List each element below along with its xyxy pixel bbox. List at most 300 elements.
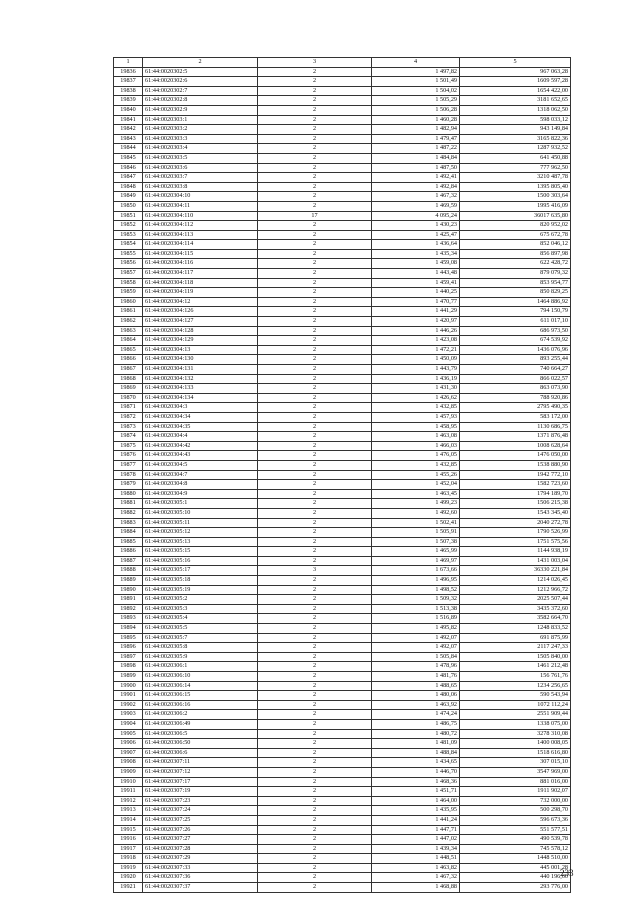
cadastral-number-cell: 61:44:0020304:34 (143, 412, 258, 422)
value-cell: 2025 507,44 (460, 595, 571, 605)
cadastral-number-cell: 61:44:0020305:4 (143, 614, 258, 624)
area-cell: 1 420,97 (372, 317, 460, 327)
cadastral-number-cell: 61:44:0020303:5 (143, 153, 258, 163)
row-number-cell: 19890 (114, 585, 143, 595)
table-row (114, 604, 571, 614)
count-cell: 2 (258, 412, 372, 422)
area-cell: 1 440,25 (372, 288, 460, 298)
row-number-cell: 19889 (114, 576, 143, 586)
area-cell: 1 673,66 (372, 566, 460, 576)
area-cell: 1 435,95 (372, 806, 460, 816)
row-number-cell: 19859 (114, 288, 143, 298)
area-cell: 1 423,08 (372, 336, 460, 346)
table-row (114, 748, 571, 758)
count-cell: 2 (258, 192, 372, 202)
row-number-cell: 19885 (114, 537, 143, 547)
table-row (114, 77, 571, 87)
cadastral-number-cell: 61:44:0020304:11 (143, 201, 258, 211)
count-cell: 2 (258, 806, 372, 816)
table-row (114, 86, 571, 96)
table-row (114, 480, 571, 490)
count-cell: 2 (258, 672, 372, 682)
count-cell: 2 (258, 125, 372, 135)
table-row (114, 719, 571, 729)
row-number-cell: 19843 (114, 134, 143, 144)
area-cell: 1 443,48 (372, 269, 460, 279)
count-cell: 2 (258, 585, 372, 595)
area-cell: 1 459,08 (372, 259, 460, 269)
table-row (114, 269, 571, 279)
count-cell: 2 (258, 863, 372, 873)
count-cell: 2 (258, 844, 372, 854)
area-cell: 1 430,23 (372, 221, 460, 231)
value-cell: 777 962,50 (460, 163, 571, 173)
area-cell: 1 459,41 (372, 278, 460, 288)
count-cell: 2 (258, 796, 372, 806)
area-cell: 1 426,62 (372, 393, 460, 403)
value-cell: 1654 422,00 (460, 86, 571, 96)
row-number-cell: 19884 (114, 528, 143, 538)
value-cell: 1214 026,45 (460, 576, 571, 586)
table-row (114, 547, 571, 557)
area-cell: 1 436,19 (372, 374, 460, 384)
count-cell: 2 (258, 748, 372, 758)
cadastral-number-cell: 61:44:0020304:132 (143, 374, 258, 384)
count-cell: 2 (258, 854, 372, 864)
area-cell: 1 492,84 (372, 182, 460, 192)
count-cell: 2 (258, 269, 372, 279)
row-number-cell: 19837 (114, 77, 143, 87)
table-row (114, 221, 571, 231)
count-cell: 2 (258, 288, 372, 298)
table-row (114, 403, 571, 413)
area-cell: 1 463,08 (372, 432, 460, 442)
cadastral-number-cell: 61:44:0020307:33 (143, 863, 258, 873)
count-cell: 2 (258, 422, 372, 432)
row-number-cell: 19907 (114, 748, 143, 758)
cadastral-number-cell: 61:44:0020307:29 (143, 854, 258, 864)
cadastral-number-cell: 61:44:0020304:133 (143, 384, 258, 394)
row-number-cell: 19853 (114, 230, 143, 240)
value-cell: 1538 880,90 (460, 460, 571, 470)
count-cell: 2 (258, 719, 372, 729)
value-cell: 1371 876,48 (460, 432, 571, 442)
value-cell: 881 016,00 (460, 777, 571, 787)
table-row (114, 863, 571, 873)
table-row (114, 278, 571, 288)
count-cell: 2 (258, 163, 372, 173)
value-cell: 307 015,10 (460, 758, 571, 768)
value-cell: 1609 597,28 (460, 77, 571, 87)
area-cell: 1 487,50 (372, 163, 460, 173)
row-number-cell: 19903 (114, 710, 143, 720)
row-number-cell: 19906 (114, 739, 143, 749)
row-number-cell: 19920 (114, 873, 143, 883)
value-cell: 1287 932,52 (460, 144, 571, 154)
column-header-2: 2 (143, 58, 258, 68)
row-number-cell: 19905 (114, 729, 143, 739)
area-cell: 1 460,28 (372, 115, 460, 125)
area-cell: 1 466,03 (372, 441, 460, 451)
count-cell: 2 (258, 787, 372, 797)
count-cell: 2 (258, 604, 372, 614)
value-cell: 850 829,25 (460, 288, 571, 298)
area-cell: 1 435,34 (372, 249, 460, 259)
row-number-cell: 19856 (114, 259, 143, 269)
area-cell: 1 499,23 (372, 499, 460, 509)
cadastral-number-cell: 61:44:0020307:27 (143, 835, 258, 845)
row-number-cell: 19891 (114, 595, 143, 605)
area-cell: 1 509,32 (372, 595, 460, 605)
area-cell: 1 479,47 (372, 134, 460, 144)
value-cell: 611 017,10 (460, 317, 571, 327)
cadastral-number-cell: 61:44:0020306:15 (143, 691, 258, 701)
cadastral-number-cell: 61:44:0020303:3 (143, 134, 258, 144)
cadastral-number-cell: 61:44:0020306:6 (143, 748, 258, 758)
count-cell: 2 (258, 815, 372, 825)
cadastral-number-cell: 61:44:0020307:26 (143, 825, 258, 835)
cadastral-number-cell: 61:44:0020307:24 (143, 806, 258, 816)
cadastral-number-cell: 61:44:0020302:7 (143, 86, 258, 96)
value-cell: 36330 221,84 (460, 566, 571, 576)
cadastral-number-cell: 61:44:0020304:110 (143, 211, 258, 221)
column-header-5: 5 (460, 58, 571, 68)
table-row (114, 384, 571, 394)
cadastral-number-cell: 61:44:0020306:5 (143, 729, 258, 739)
table-row (114, 758, 571, 768)
row-number-cell: 19862 (114, 317, 143, 327)
table-row (114, 163, 571, 173)
table-row (114, 365, 571, 375)
table-row (114, 182, 571, 192)
count-cell: 2 (258, 652, 372, 662)
cadastral-number-cell: 61:44:0020304:9 (143, 489, 258, 499)
value-cell: 1212 966,72 (460, 585, 571, 595)
value-cell: 3165 822,36 (460, 134, 571, 144)
value-cell: 1790 526,99 (460, 528, 571, 538)
area-cell: 1 505,29 (372, 96, 460, 106)
count-cell: 2 (258, 518, 372, 528)
cadastral-number-cell: 61:44:0020306:10 (143, 672, 258, 682)
table-row (114, 134, 571, 144)
table-row (114, 393, 571, 403)
row-number-cell: 19841 (114, 115, 143, 125)
value-cell: 1518 616,80 (460, 748, 571, 758)
table-row (114, 672, 571, 682)
value-cell: 3435 372,60 (460, 604, 571, 614)
area-cell: 1 450,09 (372, 355, 460, 365)
row-number-cell: 19870 (114, 393, 143, 403)
value-cell: 820 952,02 (460, 221, 571, 231)
table-row (114, 422, 571, 432)
row-number-cell: 19895 (114, 633, 143, 643)
area-cell: 1 457,93 (372, 412, 460, 422)
row-number-cell: 19888 (114, 566, 143, 576)
cadastral-number-cell: 61:44:0020304:115 (143, 249, 258, 259)
cadastral-number-cell: 61:44:0020307:17 (143, 777, 258, 787)
count-cell: 2 (258, 662, 372, 672)
count-cell: 2 (258, 115, 372, 125)
count-cell: 2 (258, 883, 372, 893)
area-cell: 1 505,84 (372, 652, 460, 662)
cadastral-number-cell: 61:44:0020307:37 (143, 883, 258, 893)
value-cell: 1995 416,09 (460, 201, 571, 211)
count-cell: 2 (258, 729, 372, 739)
value-cell: 674 539,92 (460, 336, 571, 346)
value-cell: 445 001,28 (460, 863, 571, 873)
value-cell: 598 033,12 (460, 115, 571, 125)
table-row (114, 288, 571, 298)
table-row (114, 873, 571, 883)
value-cell: 1500 303,64 (460, 192, 571, 202)
count-cell: 17 (258, 211, 372, 221)
cadastral-number-cell: 61:44:0020304:127 (143, 317, 258, 327)
value-cell: 2551 909,44 (460, 710, 571, 720)
area-cell: 1 463,92 (372, 700, 460, 710)
row-number-cell: 19851 (114, 211, 143, 221)
count-cell: 2 (258, 221, 372, 231)
table-row (114, 556, 571, 566)
area-cell: 1 436,64 (372, 240, 460, 250)
area-cell: 1 482,94 (372, 125, 460, 135)
cadastral-number-cell: 61:44:0020304:126 (143, 307, 258, 317)
area-cell: 1 492,60 (372, 508, 460, 518)
value-cell: 1400 008,05 (460, 739, 571, 749)
row-number-cell: 19850 (114, 201, 143, 211)
count-cell: 2 (258, 528, 372, 538)
value-cell: 967 063,28 (460, 67, 571, 77)
count-cell: 2 (258, 317, 372, 327)
value-cell: 1072 112,24 (460, 700, 571, 710)
area-cell: 1 488,84 (372, 748, 460, 758)
cadastral-number-cell: 61:44:0020304:13 (143, 345, 258, 355)
cadastral-number-cell: 61:44:0020304:7 (143, 470, 258, 480)
table-row (114, 815, 571, 825)
table-row (114, 345, 571, 355)
table-row (114, 777, 571, 787)
value-cell: 1476 050,00 (460, 451, 571, 461)
count-cell: 2 (258, 460, 372, 470)
count-cell: 2 (258, 144, 372, 154)
area-cell: 1 516,89 (372, 614, 460, 624)
table-row (114, 105, 571, 115)
area-cell: 1 434,65 (372, 758, 460, 768)
table-row (114, 662, 571, 672)
table-row (114, 432, 571, 442)
count-cell: 3 (258, 566, 372, 576)
value-cell: 794 150,79 (460, 307, 571, 317)
value-cell: 1248 833,52 (460, 624, 571, 634)
row-number-cell: 19866 (114, 355, 143, 365)
column-header-3: 3 (258, 58, 372, 68)
count-cell: 2 (258, 403, 372, 413)
area-cell: 1 468,88 (372, 883, 460, 893)
table-body (114, 67, 571, 892)
area-cell: 1 432,85 (372, 403, 460, 413)
row-number-cell: 19877 (114, 460, 143, 470)
table-row (114, 739, 571, 749)
value-cell: 641 450,88 (460, 153, 571, 163)
value-cell: 1448 510,00 (460, 854, 571, 864)
area-cell: 1 496,95 (372, 576, 460, 586)
value-cell: 622 428,72 (460, 259, 571, 269)
table-row (114, 125, 571, 135)
row-number-cell: 19879 (114, 480, 143, 490)
count-cell: 2 (258, 365, 372, 375)
table-row (114, 355, 571, 365)
value-cell: 1794 189,70 (460, 489, 571, 499)
area-cell: 1 441,29 (372, 307, 460, 317)
value-cell: 1436 076,96 (460, 345, 571, 355)
table-row (114, 643, 571, 653)
value-cell: 3278 310,08 (460, 729, 571, 739)
row-number-cell: 19842 (114, 125, 143, 135)
cadastral-number-cell: 61:44:0020303:2 (143, 125, 258, 135)
table-row (114, 153, 571, 163)
row-number-cell: 19849 (114, 192, 143, 202)
cadastral-number-cell: 61:44:0020303:8 (143, 182, 258, 192)
value-cell: 500 298,70 (460, 806, 571, 816)
count-cell: 2 (258, 576, 372, 586)
cadastral-number-cell: 61:44:0020306:16 (143, 700, 258, 710)
value-cell: 36017 635,80 (460, 211, 571, 221)
row-number-cell: 19873 (114, 422, 143, 432)
table-row (114, 336, 571, 346)
area-cell: 1 480,72 (372, 729, 460, 739)
count-cell: 2 (258, 835, 372, 845)
table-row (114, 691, 571, 701)
area-cell: 1 448,51 (372, 854, 460, 864)
value-cell: 293 776,00 (460, 883, 571, 893)
area-cell: 1 505,91 (372, 528, 460, 538)
table-row (114, 67, 571, 77)
count-cell: 2 (258, 595, 372, 605)
cadastral-number-cell: 61:44:0020304:113 (143, 230, 258, 240)
area-cell: 1 425,47 (372, 230, 460, 240)
count-cell: 2 (258, 441, 372, 451)
area-cell: 1 492,41 (372, 173, 460, 183)
count-cell: 2 (258, 825, 372, 835)
table-row (114, 173, 571, 183)
table-row (114, 729, 571, 739)
cadastral-number-cell: 61:44:0020304:131 (143, 365, 258, 375)
area-cell: 1 443,79 (372, 365, 460, 375)
area-cell: 1 463,82 (372, 863, 460, 873)
cadastral-number-cell: 61:44:0020304:8 (143, 480, 258, 490)
cadastral-number-cell: 61:44:0020302:6 (143, 77, 258, 87)
count-cell: 2 (258, 240, 372, 250)
cadastral-number-cell: 61:44:0020307:23 (143, 796, 258, 806)
cadastral-number-cell: 61:44:0020307:25 (143, 815, 258, 825)
count-cell: 2 (258, 105, 372, 115)
value-cell: 879 079,32 (460, 269, 571, 279)
count-cell: 2 (258, 86, 372, 96)
area-cell: 1 480,06 (372, 691, 460, 701)
count-cell: 2 (258, 633, 372, 643)
table-row (114, 489, 571, 499)
count-cell: 2 (258, 777, 372, 787)
table-row (114, 115, 571, 125)
table-row (114, 614, 571, 624)
cadastral-number-cell: 61:44:0020302:9 (143, 105, 258, 115)
row-number-cell: 19886 (114, 547, 143, 557)
cadastral-number-cell: 61:44:0020304:5 (143, 460, 258, 470)
cadastral-number-cell: 61:44:0020304:116 (143, 259, 258, 269)
row-number-cell: 19917 (114, 844, 143, 854)
column-header-4: 4 (372, 58, 460, 68)
row-number-cell: 19909 (114, 767, 143, 777)
count-cell: 2 (258, 489, 372, 499)
value-cell: 1395 805,40 (460, 182, 571, 192)
count-cell: 2 (258, 355, 372, 365)
count-cell: 2 (258, 767, 372, 777)
row-number-cell: 19898 (114, 662, 143, 672)
column-header-1: 1 (114, 58, 143, 68)
table-row (114, 201, 571, 211)
area-cell: 1 431,30 (372, 384, 460, 394)
count-cell: 2 (258, 393, 372, 403)
row-number-cell: 19911 (114, 787, 143, 797)
table-row (114, 470, 571, 480)
cadastral-number-cell: 61:44:0020304:3 (143, 403, 258, 413)
table-row (114, 806, 571, 816)
value-cell: 732 000,00 (460, 796, 571, 806)
cadastral-number-cell: 61:44:0020306:50 (143, 739, 258, 749)
cadastral-number-cell: 61:44:0020305:3 (143, 604, 258, 614)
count-cell: 2 (258, 499, 372, 509)
cadastral-number-cell: 61:44:0020305:2 (143, 595, 258, 605)
cadastral-number-cell: 61:44:0020304:128 (143, 326, 258, 336)
data-table (113, 57, 571, 893)
value-cell: 856 897,98 (460, 249, 571, 259)
area-cell: 1 467,32 (372, 873, 460, 883)
table-row (114, 787, 571, 797)
cadastral-number-cell: 61:44:0020305:13 (143, 537, 258, 547)
table-row (114, 508, 571, 518)
value-cell: 590 543,94 (460, 691, 571, 701)
area-cell: 1 481,76 (372, 672, 460, 682)
area-cell: 1 469,59 (372, 201, 460, 211)
table-row (114, 297, 571, 307)
area-cell: 1 446,70 (372, 767, 460, 777)
cadastral-number-cell: 61:44:0020304:12 (143, 297, 258, 307)
table-row (114, 624, 571, 634)
count-cell: 2 (258, 336, 372, 346)
row-number-cell: 19892 (114, 604, 143, 614)
row-number-cell: 19908 (114, 758, 143, 768)
row-number-cell: 19919 (114, 863, 143, 873)
count-cell: 2 (258, 374, 372, 384)
cadastral-number-cell: 61:44:0020307:19 (143, 787, 258, 797)
area-cell: 1 502,41 (372, 518, 460, 528)
cadastral-number-cell: 61:44:0020303:1 (143, 115, 258, 125)
value-cell: 3181 652,65 (460, 96, 571, 106)
area-cell: 1 441,24 (372, 815, 460, 825)
row-number-cell: 19855 (114, 249, 143, 259)
cadastral-number-cell: 61:44:0020304:118 (143, 278, 258, 288)
row-number-cell: 19915 (114, 825, 143, 835)
area-cell: 1 463,45 (372, 489, 460, 499)
cadastral-number-cell: 61:44:0020305:11 (143, 518, 258, 528)
row-number-cell: 19921 (114, 883, 143, 893)
value-cell: 853 954,77 (460, 278, 571, 288)
value-cell: 893 255,44 (460, 355, 571, 365)
value-cell: 1582 723,60 (460, 480, 571, 490)
area-cell: 1 468,36 (372, 777, 460, 787)
value-cell: 3210 487,78 (460, 173, 571, 183)
value-cell: 852 046,12 (460, 240, 571, 250)
value-cell: 1318 062,50 (460, 105, 571, 115)
